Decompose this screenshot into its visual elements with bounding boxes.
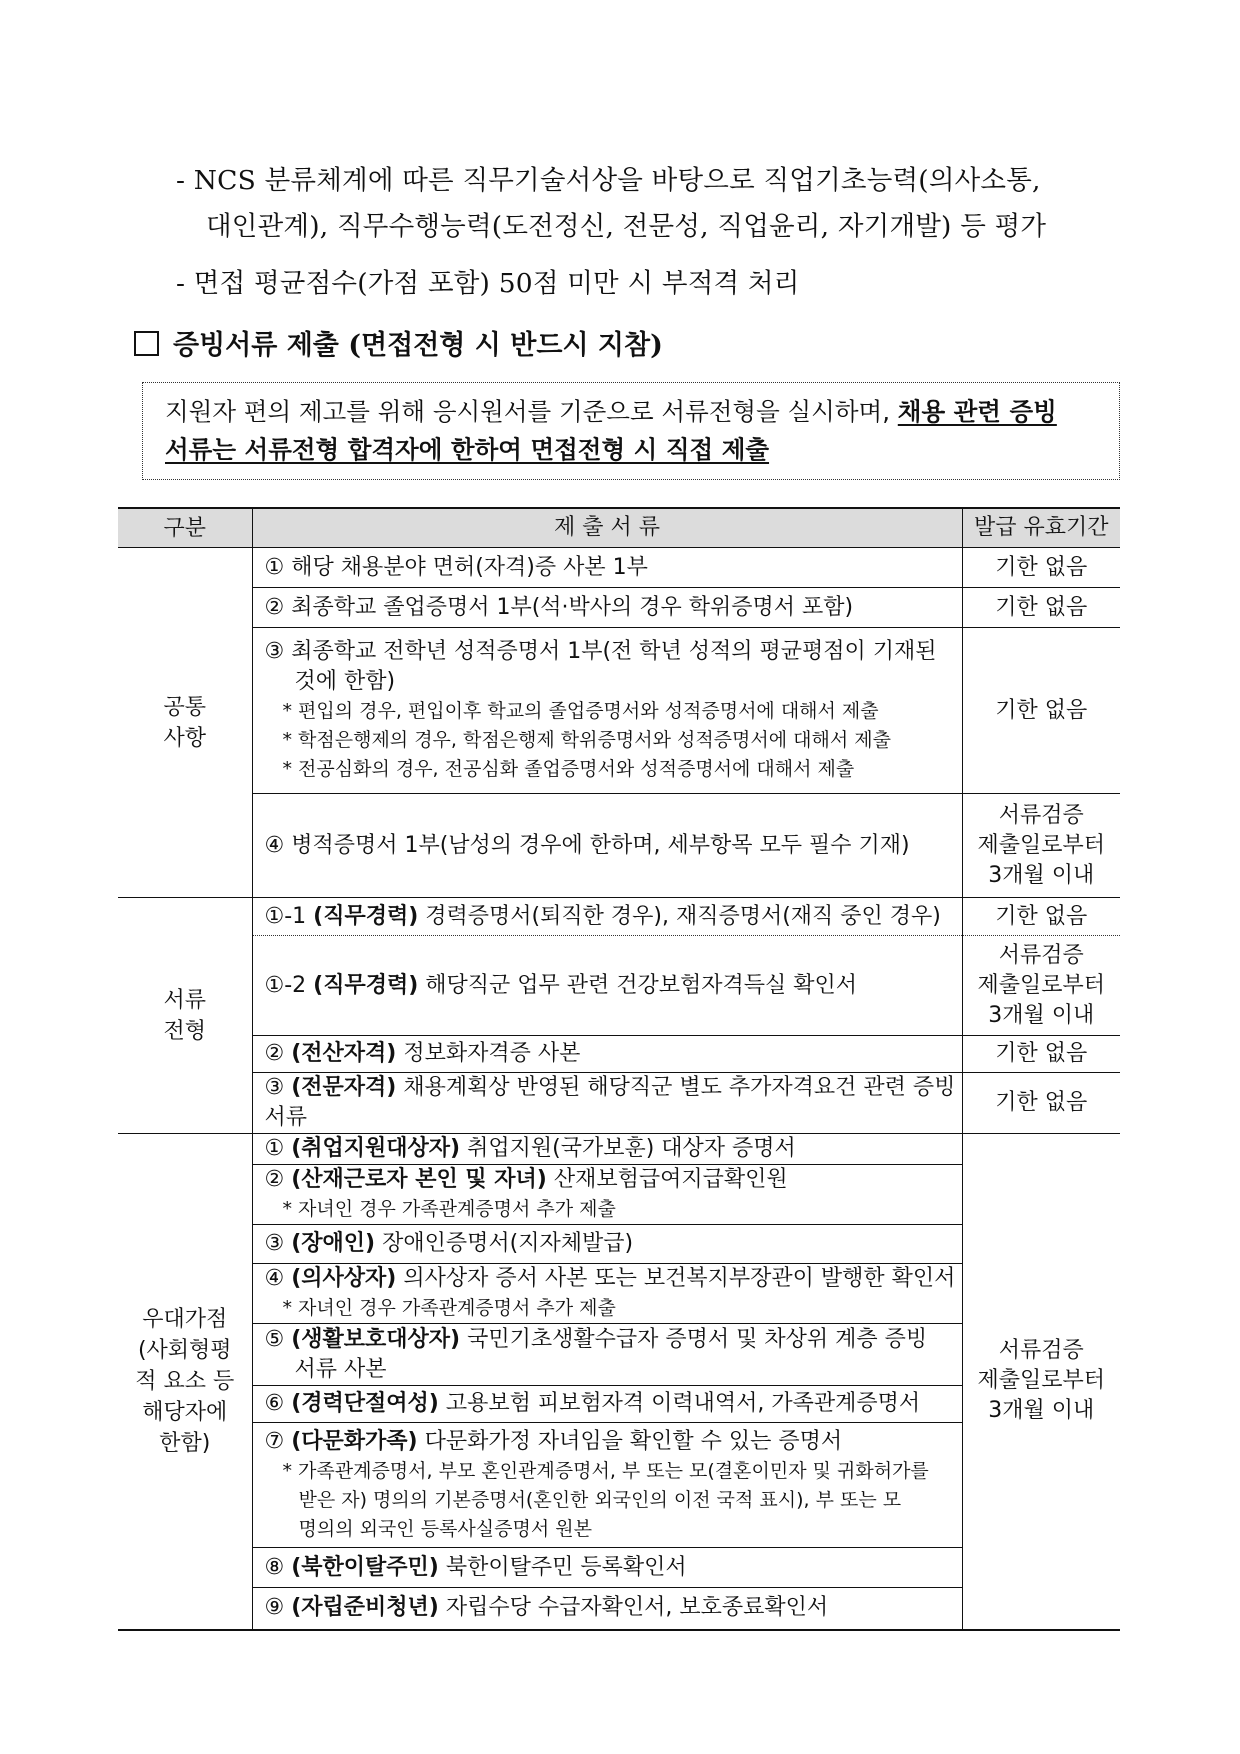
doc-industrial-accident: ② (산재근로자 본인 및 자녀) 산재보험급여지급확인원 * 자녀인 경우 가족관계증명서 추가 제출 (252, 1165, 962, 1225)
bullet-ncs-line-2: 대인관계), 직무수행능력(도전정신, 전문성, 직업윤리, 자기개발) 등 평가 (206, 211, 1047, 242)
note-line: * 자녀인 경우 가족관계증명서 추가 제출 (282, 1297, 616, 1319)
table-row (118, 628, 1120, 794)
doc-multicultural-family: ⑦ (다문화가족) 다문화가정 자녀임을 확인할 수 있는 증명서 * 가족관계증명서, 부모 혼인관계증명서, 부 또는 모(결혼이민자 및 귀화허가를 받은 자) 명의의 기본증명서(혼인한 외국인의 이전 국적 표시), 부 또는 모 명의의 외국인 등록사실증명서 원본 (252, 1423, 962, 1548)
validity-cell: 서류검증 제출일로부터 3개월 이내 (962, 794, 1120, 898)
validity-cell: 기한 없음 (962, 1073, 1120, 1134)
table-row (118, 588, 1120, 628)
doc-livelihood-recipient: ⑤ (생활보호대상자) 국민기초생활수급자 증명서 및 차상위 계층 증빙 서류 사본 (252, 1324, 962, 1386)
validity-cell: 기한 없음 (962, 1036, 1120, 1073)
documents-table (118, 507, 1120, 1631)
table-row (118, 936, 1120, 1036)
category-document-screening: 서류 전형 (118, 898, 252, 1134)
note-line: * 학점은행제의 경우, 학점은행제 학위증명서와 성적증명서에 대해서 제출 (282, 729, 891, 751)
doc-career-break-women: ⑥ (경력단절여성) 고용보험 피보험자격 이력내역서, 가족관계증명서 (252, 1386, 962, 1423)
validity-cell: 기한 없음 (962, 588, 1120, 628)
doc-righteous-casualty: ④ (의사상자) 의사상자 증서 사본 또는 보건복지부장관이 발행한 확인서 * 자녀인 경우 가족관계증명서 추가 제출 (252, 1264, 962, 1324)
notice-box (142, 382, 1120, 480)
note-line: 명의의 외국인 등록사실증명서 원본 (298, 1517, 592, 1540)
table-row (118, 548, 1120, 588)
doc-license-copy: ① 해당 채용분야 면허(자격)증 사본 1부 (252, 548, 962, 588)
bullet-interview-score: - 면접 평균점수(가점 포함) 50점 미만 시 부적격 처리 (176, 268, 800, 299)
note-line: * 가족관계증명서, 부모 혼인관계증명서, 부 또는 모(결혼이민자 및 귀화허가를 (282, 1459, 929, 1482)
doc-professional-cert: ③ (전문자격) 채용계획상 반영된 해당직군 별도 추가자격요건 관련 증빙서류 (252, 1073, 962, 1134)
doc-north-korean-defector: ⑧ (북한이탈주민) 북한이탈주민 등록확인서 (252, 1548, 962, 1588)
note-line: * 자녀인 경우 가족관계증명서 추가 제출 (282, 1198, 616, 1220)
header-documents: 제 출 서 류 (252, 508, 962, 548)
table-row (118, 1073, 1120, 1134)
doc-it-certificate: ② (전산자격) 정보화자격증 사본 (252, 1036, 962, 1073)
note-line: * 편입의 경우, 편입이후 학교의 졸업증명서와 성적증명서에 대해서 제출 (282, 700, 879, 722)
table-row (118, 794, 1120, 898)
note-line: * 전공심화의 경우, 전공심화 졸업증명서와 성적증명서에 대해서 제출 (282, 758, 855, 780)
header-category: 구분 (118, 508, 252, 548)
bullet-ncs-line-1: - NCS 분류체계에 따른 직무기술서상을 바탕으로 직업기초능력(의사소통, (176, 165, 1041, 196)
table-row (118, 898, 1120, 936)
validity-cell: 서류검증 제출일로부터 3개월 이내 (962, 936, 1120, 1036)
doc-health-insurance-record: ①-2 (직무경력) 해당직군 업무 관련 건강보험자격득실 확인서 (252, 936, 962, 1036)
table-row (118, 1036, 1120, 1073)
checkbox-square-icon (134, 331, 159, 356)
doc-disability-cert: ③ (장애인) 장애인증명서(지자체발급) (252, 1225, 962, 1264)
note-line: 받은 자) 명의의 기본증명서(혼인한 외국인의 이전 국적 표시), 부 또는 모 (298, 1488, 902, 1511)
section-title: 증빙서류 제출 (면접전형 시 반드시 지참) (173, 330, 663, 361)
table-header-row (118, 508, 1120, 548)
notice-emphasis-2: 서류는 서류전형 합격자에 한하여 면접전형 시 직접 제출 (165, 435, 770, 464)
notice-emphasis-1: 채용 관련 증빙 (897, 397, 1057, 426)
doc-military-cert: ④ 병적증명서 1부(남성의 경우에 한하며, 세부항목 모두 필수 기재) (252, 794, 962, 898)
notice-normal-text: 지원자 편의 제고를 위해 응시원서를 기준으로 서류전형을 실시하며, (165, 397, 890, 426)
header-validity: 발급 유효기간 (962, 508, 1120, 548)
section-heading (134, 323, 663, 362)
validity-cell-preferential: 서류검증 제출일로부터 3개월 이내 (962, 1134, 1120, 1630)
doc-graduation-cert: ② 최종학교 졸업증명서 1부(석·박사의 경우 학위증명서 포함) (252, 588, 962, 628)
doc-employment-support: ① (취업지원대상자) 취업지원(국가보훈) 대상자 증명서 (252, 1134, 962, 1165)
doc-independence-youth: ⑨ (자립준비청년) 자립수당 수급자확인서, 보호종료확인서 (252, 1588, 962, 1630)
category-common: 공통 사항 (118, 548, 252, 898)
validity-cell: 기한 없음 (962, 898, 1120, 936)
validity-cell: 기한 없음 (962, 548, 1120, 588)
category-preferential-points: 우대가점 (사회형평 적 요소 등 해당자에 한함) (118, 1134, 252, 1630)
validity-cell: 기한 없음 (962, 628, 1120, 794)
doc-transcript: ③ 최종학교 전학년 성적증명서 1부(전 학년 성적의 평균평점이 기재된 것에 한함) * 편입의 경우, 편입이후 학교의 졸업증명서와 성적증명서에 대해서 제출 * 학점은행제의 경우, 학점은행제 학위증명서와 성적증명서에 대해서 제출 * 전공심화의 경우, 전공심화 졸업증명서와 성적증명서에 대해서 제출 (252, 628, 962, 794)
doc-career-cert: ①-1 (직무경력) 경력증명서(퇴직한 경우), 재직증명서(재직 중인 경우) (252, 898, 962, 936)
table-row (118, 1134, 1120, 1165)
